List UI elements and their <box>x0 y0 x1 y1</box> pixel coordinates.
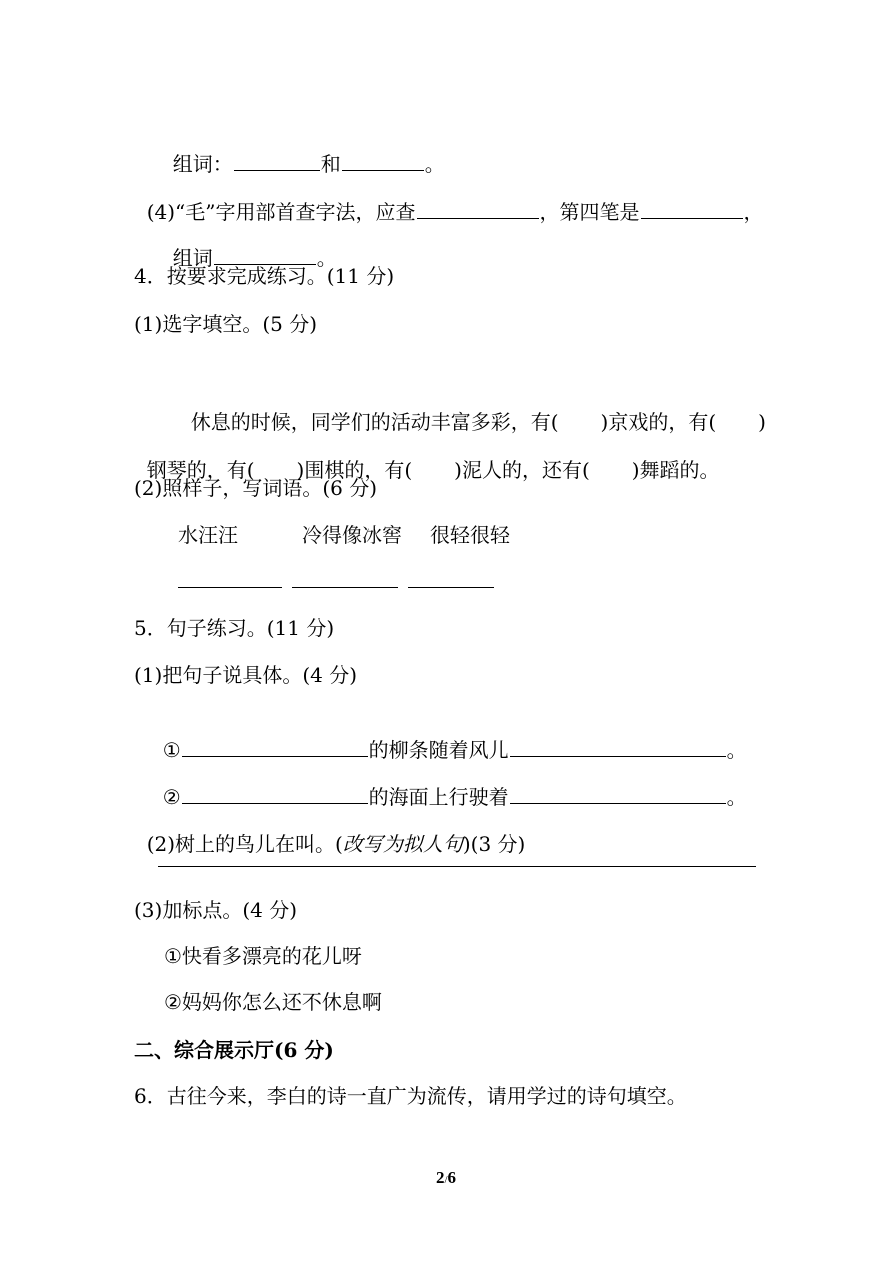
question-5-part-3: (3)加标点。(4 分) <box>134 898 298 922</box>
current-page: 2 <box>435 1168 445 1187</box>
sentence-text: 的柳条随着风儿 <box>368 738 509 762</box>
para-text: 钢琴的，有( <box>146 458 255 482</box>
part-text: )(3 分) <box>462 832 526 856</box>
answer-blank[interactable] <box>292 587 398 588</box>
para-text: )舞蹈的。 <box>631 458 720 482</box>
answer-blank[interactable] <box>408 587 494 588</box>
page-number <box>0 1166 892 1192</box>
question-5-part-1: (1)把句子说具体。(4 分) <box>134 663 358 687</box>
example-word-1: 水汪汪 <box>178 523 238 547</box>
page-separator: / <box>444 1174 448 1186</box>
question-6: 6．古往今来，李白的诗一直广为流传，请用学过的诗句填空。 <box>134 1084 687 1108</box>
para-text: ) <box>758 410 766 434</box>
sentence-number: ① <box>162 738 181 762</box>
question-5-title: 5．句子练习。(11 分) <box>134 616 335 640</box>
period: 。 <box>726 738 747 762</box>
question-4-part-2: (2)照样子，写词语。(6 分) <box>134 476 378 500</box>
zuci-label: 组词 <box>172 246 213 270</box>
answer-blank[interactable] <box>510 783 726 804</box>
q3-4-prefix: (4)“毛”字用部首查字法，应查 <box>146 200 416 224</box>
example-word-2: 冷得像冰窖 <box>302 523 402 547</box>
para-text: )围棋的，有( <box>296 458 413 482</box>
answer-blank[interactable] <box>234 150 320 171</box>
zuci-label: 组词： <box>172 152 233 176</box>
period: 。 <box>316 246 337 270</box>
para-text: )京戏的，有( <box>600 410 717 434</box>
answer-blank[interactable] <box>342 150 424 171</box>
answer-blank[interactable] <box>178 587 282 588</box>
answer-blank[interactable] <box>510 736 726 757</box>
sentence-text: 的海面上行驶着 <box>368 785 509 809</box>
sentence-number: ② <box>162 785 181 809</box>
answer-blank[interactable] <box>641 198 743 219</box>
question-4-title: 4．按要求完成练习。(11 分) <box>134 264 395 288</box>
period: 。 <box>726 785 747 809</box>
total-pages: 6 <box>447 1168 457 1187</box>
section-2-title: 二、综合展示厅(6 分) <box>134 1038 334 1062</box>
answer-blank[interactable] <box>182 736 368 757</box>
punctuation-item-1: ①快看多漂亮的花儿呀 <box>164 944 362 968</box>
answer-line[interactable] <box>158 866 756 867</box>
answer-blank[interactable] <box>182 783 368 804</box>
q3-4-mid: ，第四笔是 <box>539 200 640 224</box>
answer-blank[interactable] <box>417 198 539 219</box>
question-4-part-1: (1)选字填空。(5 分) <box>134 312 318 336</box>
para-text: )泥人的，还有( <box>454 458 590 482</box>
period: 。 <box>424 152 445 176</box>
question-5-part-2 <box>134 802 525 858</box>
punctuation-item-2: ②妈妈你怎么还不休息啊 <box>164 990 382 1014</box>
rewrite-hint: 改写为拟人句 <box>342 832 463 856</box>
comma: ， <box>743 200 764 224</box>
para-text: 休息的时候，同学们的活动丰富多彩，有( <box>190 410 559 434</box>
part-text: (2)树上的鸟儿在叫。( <box>146 832 343 856</box>
example-word-3: 很轻很轻 <box>430 523 510 547</box>
he-text: 和 <box>320 152 341 176</box>
